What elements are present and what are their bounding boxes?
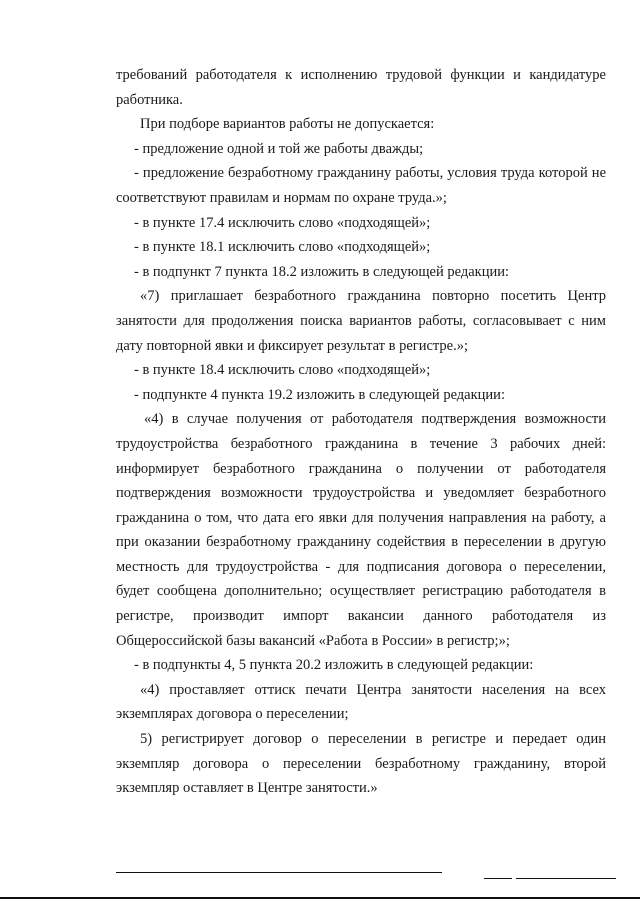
- document-body: [116, 63, 606, 801]
- paragraph-continuation: требований работодателя к исполнению трудовой функции и кандидатуре работника.: [116, 67, 606, 108]
- paragraph-list-item: - предложение одной и той же работы дважды;: [134, 140, 424, 157]
- paragraph-amendment: - в пункте 18.1 исключить слово «подходящей»;: [134, 239, 431, 256]
- paragraph-quoted-clause: «4) в случае получения от работодателя подтверждения возможности трудоустройства безработного гражданина в течение 3 рабочих дней: информирует безработного гражданина о получении от работодателя подтверждения возможности трудоустройства и уведомляет безработного гражданина о том, что дата его явки для получения направления на работу, а при оказании безработному гражданину содействия в переселении в другую местность для трудоустройства - для подписания договора о переселении, будет сообщена дополнительно; осуществляет регистрацию работодателя в регистре, производит импорт вакансии данного работодателя из Общероссийской базы вакансий «Работа в России» в регистр;»;: [116, 411, 606, 649]
- paragraph-quoted-clause: «4) проставляет оттиск печати Центра занятости населения на всех экземплярах договора о переселении;: [116, 681, 606, 723]
- paragraph-amendment: - подпункте 4 пункта 19.2 изложить в следующей редакции:: [134, 386, 505, 403]
- paragraph-quoted-clause: «7) приглашает безработного гражданина повторно посетить Центр занятости для продолжения поиска вариантов работы, согласовывает с ним дату повторной явки и фиксирует результат в регистре.»;: [116, 288, 606, 354]
- paragraph-amendment: - в пункте 17.4 исключить слово «подходящей»;: [134, 214, 431, 231]
- paragraph-not-allowed-heading: При подборе вариантов работы не допускается:: [140, 116, 435, 133]
- paragraph-amendment: - в пункте 18.4 исключить слово «подходящей»;: [134, 362, 431, 379]
- paragraph-amendment: - в подпункты 4, 5 пункта 20.2 изложить в следующей редакции:: [134, 657, 534, 674]
- paragraph-amendment: - в подпункт 7 пункта 18.2 изложить в следующей редакции:: [134, 263, 510, 280]
- signature-line-short: [484, 878, 512, 879]
- page-bottom-divider: [0, 897, 640, 899]
- paragraph-list-item: - предложение безработному гражданину работы, условия труда которой не соответствуют правилам и нормам по охране труда.»;: [116, 165, 606, 206]
- signature-line-right: [516, 878, 616, 879]
- signature-line: [116, 872, 442, 873]
- paragraph-quoted-clause: 5) регистрирует договор о переселении в регистре и передает один экземпляр договора о переселении безработному гражданину, второй экземпляр оставляет в Центре занятости.»: [116, 731, 606, 797]
